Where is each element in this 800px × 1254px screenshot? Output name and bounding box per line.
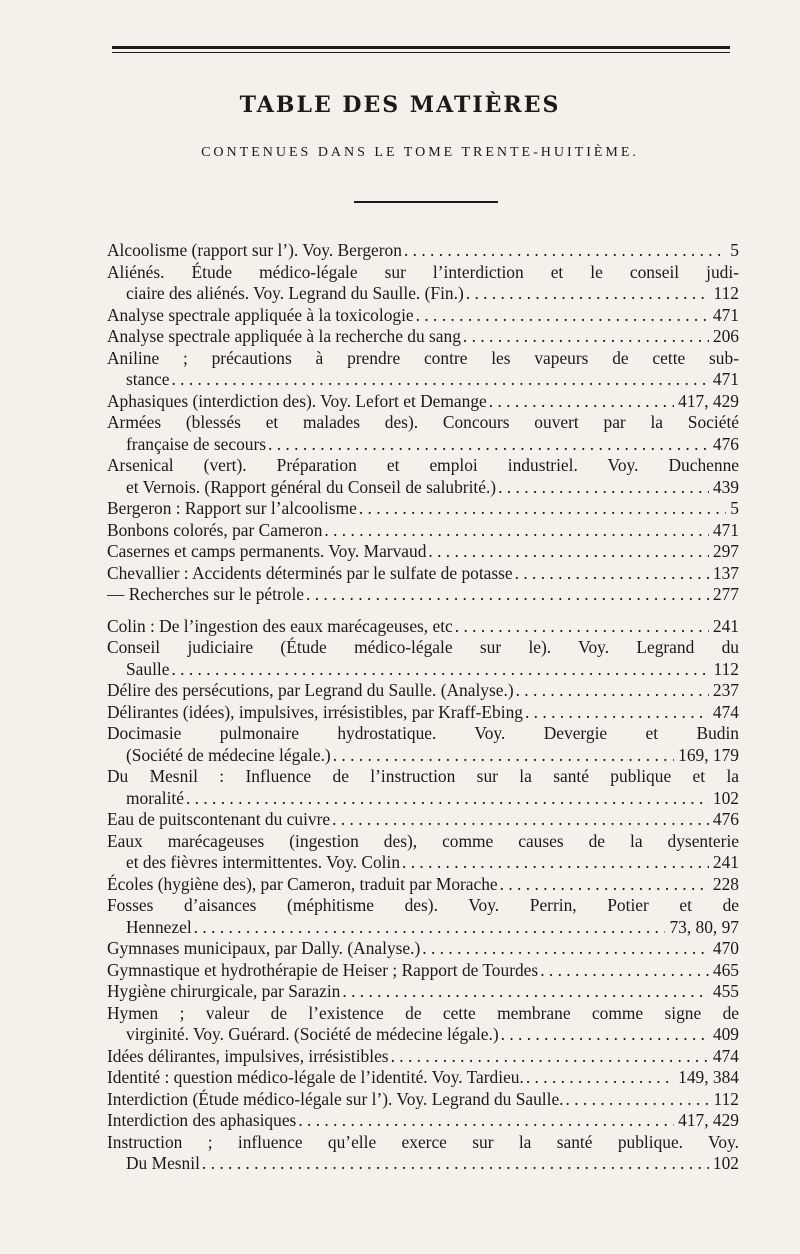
entry-text: Aphasiques (interdiction des). Voy. Lefort et Demange (107, 390, 487, 411)
leader-dots (524, 1067, 674, 1089)
entry-text: et Vernois. (Rapport général du Conseil de salubrité.) (126, 476, 497, 497)
leader-dots (498, 874, 709, 896)
page-number: 297 (712, 541, 739, 561)
page-number: 417, 429 (678, 1110, 739, 1130)
entry-text: Saulle (126, 658, 170, 679)
leader-dots (523, 702, 709, 724)
page-number: 409 (712, 1024, 739, 1044)
page-number: 112 (713, 1088, 739, 1109)
page-number: 471 (712, 519, 739, 540)
leader-dots (389, 1046, 709, 1068)
entry-text: Analyse spectrale appliquée à la recherche du sang (107, 326, 461, 346)
entry-text: Armées (blessés et malades des). Concours ouvert par la Société (107, 412, 739, 432)
leader-dots (538, 960, 709, 982)
entry-text: Interdiction (Étude médico-légale sur l’). Voy. Legrand du Saulle. (107, 1088, 564, 1109)
leader-dots (192, 917, 666, 939)
entry-text: moralité (126, 787, 184, 808)
leader-dots (420, 938, 709, 960)
leader-dots (169, 659, 709, 681)
page-title: TABLE DES MATIÈRES (239, 92, 561, 118)
leader-dots (564, 1089, 710, 1111)
leader-dots (200, 1153, 709, 1175)
index-entry-line (107, 541, 739, 563)
leader-dots (184, 788, 709, 810)
index-entry-line (107, 659, 739, 681)
section-divider (354, 201, 498, 203)
entry-text: Aliénés. Étude médico-légale sur l’interdiction et le conseil judi- (107, 261, 739, 282)
entry-text: Hygiène chirurgicale, par Sarazin (107, 981, 341, 1001)
index-entry-line (107, 960, 739, 982)
entry-text: Colin : De l’ingestion des eaux marécageuses, etc (107, 615, 453, 636)
page-number: 470 (712, 938, 739, 958)
leader-dots (453, 616, 709, 638)
entry-text: Gymnases municipaux, par Dally. (Analyse.) (107, 938, 421, 958)
index-entry-line (107, 369, 739, 391)
page-number: 102 (712, 1153, 739, 1173)
page-number: 206 (712, 326, 739, 346)
index-entry-line (107, 852, 739, 874)
entry-text: (Société de médecine légale.) (126, 744, 331, 765)
index-entry-line (107, 788, 739, 810)
top-rule-thick (112, 46, 730, 49)
entry-text: Gymnastique et hydrothérapie de Heiser ; Rapport de Tourdes (107, 959, 539, 980)
entry-text: Interdiction des aphasiques (107, 1110, 297, 1130)
top-double-rule (112, 46, 730, 58)
page-number: 277 (712, 584, 739, 604)
page-number: 237 (712, 680, 739, 700)
index-entry-line (107, 831, 739, 853)
leader-dots (322, 520, 709, 542)
index-entry-line (107, 1024, 739, 1046)
entry-text: Casernes et camps permanents. Voy. Marvaud (107, 541, 427, 561)
leader-dots (304, 584, 709, 606)
index-entry-line (107, 809, 739, 831)
leader-dots (400, 852, 709, 874)
index-entry-line (107, 895, 739, 917)
index-entry-line (107, 584, 739, 606)
entry-text: Hymen ; valeur de l’existence de cette membrane comme signe de (107, 1002, 739, 1023)
page-number: 102 (712, 787, 739, 808)
page-number: 241 (712, 615, 739, 636)
leader-dots (169, 369, 708, 391)
page-number: 474 (712, 701, 739, 722)
entry-text: Délirantes (idées), impulsives, irrésistibles, par Kraff-Ebing (107, 701, 523, 722)
index-entry-line (107, 1153, 739, 1175)
page-number: 137 (712, 562, 739, 583)
page-subtitle: CONTENUES DANS LE TOME TRENTE-HUITIÈME. (201, 145, 639, 160)
page-number: 228 (712, 873, 739, 894)
index-entry-line (107, 326, 739, 348)
leader-dots (499, 1024, 709, 1046)
entry-text: Eau de puitscontenant du cuivre (107, 809, 331, 829)
page-number: 112 (713, 283, 739, 303)
leader-dots (402, 240, 726, 262)
index-entry-line (107, 1046, 739, 1068)
page-number: 471 (712, 304, 739, 325)
entry-text: et des fièvres intermittentes. Voy. Colin (126, 852, 401, 872)
entry-text: Du Mesnil : Influence de l’instruction sur la santé publique et la (107, 766, 739, 786)
leader-dots (461, 326, 709, 348)
index-entry-line (107, 305, 739, 327)
entry-text: Instruction ; influence qu’elle exerce sur la santé publique. Voy. (107, 1131, 739, 1152)
index-entry-line (107, 702, 739, 724)
leader-dots (340, 981, 709, 1003)
page-number: 5 (730, 498, 739, 518)
entry-text: Conseil judiciaire (Étude médico-légale sur le). Voy. Legrand du (107, 637, 739, 657)
index-entry-line (107, 981, 739, 1003)
leader-dots (331, 745, 674, 767)
index-entry-line (107, 348, 739, 370)
leader-dots (296, 1110, 674, 1132)
index-entry-line (107, 917, 739, 939)
page-number: 455 (712, 981, 739, 1001)
index-entry-line (107, 1110, 739, 1132)
entry-text: stance (126, 369, 170, 389)
index-entry-line (107, 477, 739, 499)
entry-text: Identité : question médico-légale de l’identité. Voy. Tardieu. (107, 1067, 524, 1087)
leader-dots (513, 563, 709, 585)
index-entry-line (107, 391, 739, 413)
index-entry-line (107, 262, 739, 284)
page-number: 465 (712, 959, 739, 980)
index-entry-line (107, 1089, 739, 1111)
entry-text: Du Mesnil (126, 1153, 200, 1173)
page-number: 476 (712, 433, 739, 454)
leader-dots (464, 283, 710, 305)
leader-dots (496, 477, 709, 499)
index-entry-line (107, 766, 739, 788)
index-entries (107, 240, 739, 1175)
page-number: 471 (712, 369, 739, 389)
entry-text: française de secours (126, 433, 267, 454)
index-entry-line (107, 283, 739, 305)
entry-text: Fosses d’aisances (méphitisme des). Voy. Perrin, Potier et de (107, 895, 739, 915)
page-number: 5 (730, 240, 739, 260)
entry-text: Arsenical (vert). Préparation et emploi industriel. Voy. Duchenne (107, 455, 739, 475)
top-rule-thin (112, 52, 730, 53)
entry-text: Bergeron : Rapport sur l’alcoolisme (107, 498, 357, 518)
index-entry-line (107, 434, 739, 456)
entry-text: Bonbons colorés, par Cameron (107, 519, 323, 540)
entry-text: Idées délirantes, impulsives, irrésistibles (107, 1045, 389, 1066)
entry-text: Eaux marécageuses (ingestion des), comme causes de la dysenterie (107, 830, 739, 851)
index-entry-line (107, 1067, 739, 1089)
leader-dots (330, 809, 709, 831)
entry-text: Délire des persécutions, par Legrand du Saulle. (Analyse.) (107, 680, 514, 700)
index-entry-line (107, 723, 739, 745)
leader-dots (487, 391, 674, 413)
index-entry-line (107, 874, 739, 896)
entry-text: Analyse spectrale appliquée à la toxicologie (107, 304, 414, 325)
index-entry-line (107, 938, 739, 960)
page-number: 474 (712, 1045, 739, 1066)
index-entry-line (107, 520, 739, 542)
leader-dots (514, 680, 709, 702)
entry-text: Alcoolisme (rapport sur l’). Voy. Bergeron (107, 240, 402, 260)
index-entry-line (107, 455, 739, 477)
index-entry-line (107, 680, 739, 702)
index-entry-line (107, 498, 739, 520)
entry-text: — Recherches sur le pétrole (107, 584, 305, 604)
page-number: 112 (713, 658, 739, 679)
index-entry-line (107, 616, 739, 638)
index-entry-line (107, 412, 739, 434)
index-entry-line (107, 1132, 739, 1154)
index-entry-line (107, 563, 739, 585)
page-number: 73, 80, 97 (669, 916, 739, 937)
index-entry-line (107, 240, 739, 262)
index-entry-line (107, 1003, 739, 1025)
entry-text: Docimasie pulmonaire hydrostatique. Voy. Devergie et Budin (107, 723, 739, 743)
entry-text: virginité. Voy. Guérard. (Société de médecine légale.) (126, 1024, 499, 1044)
page-number: 241 (712, 852, 739, 872)
page-number: 169, 179 (678, 744, 739, 765)
entry-text: ciaire des aliénés. Voy. Legrand du Saulle. (Fin.) (126, 283, 464, 303)
leader-dots (357, 498, 726, 520)
entry-text: Chevallier : Accidents déterminés par le sulfate de potasse (107, 562, 513, 583)
page-number: 439 (712, 476, 739, 497)
index-entry-line (107, 745, 739, 767)
entry-text: Hennezel (126, 916, 192, 937)
page-number: 149, 384 (678, 1067, 739, 1087)
entry-text: Aniline ; précautions à prendre contre les vapeurs de cette sub- (107, 347, 739, 368)
leader-dots (426, 541, 709, 563)
page-number: 476 (712, 809, 739, 829)
leader-dots (266, 434, 709, 456)
leader-dots (414, 305, 709, 327)
entry-text: Écoles (hygiène des), par Cameron, traduit par Morache (107, 873, 498, 894)
index-entry-line (107, 637, 739, 659)
page-number: 417, 429 (678, 390, 739, 411)
